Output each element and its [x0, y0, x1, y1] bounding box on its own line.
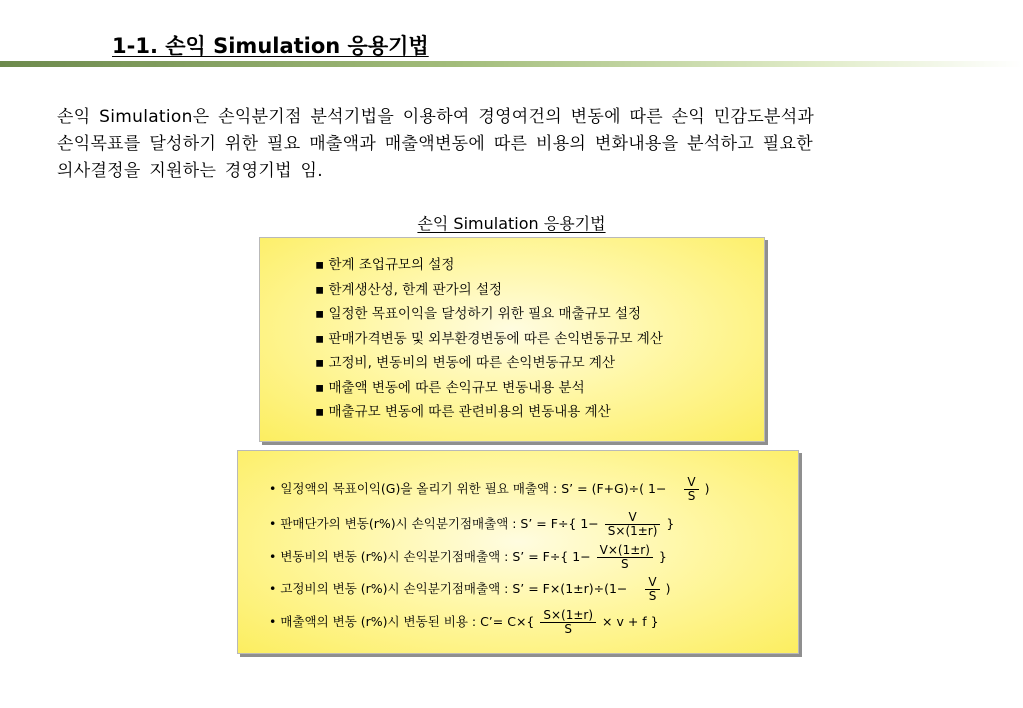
- formula-tail: }: [666, 516, 675, 531]
- fraction-denominator: S×(1±r): [607, 524, 658, 538]
- method-item: ▪ 판매가격변동 및 외부환경변동에 따른 손익변동규모 계산: [315, 330, 663, 347]
- fraction-denominator: S: [564, 622, 572, 636]
- fraction-denominator: S: [687, 489, 696, 503]
- formula-row: [269, 476, 710, 503]
- intro-paragraph: [57, 104, 987, 185]
- formula-fraction: [540, 609, 596, 636]
- fraction-numerator: V×(1±r): [597, 544, 653, 558]
- method-item: ▪ 매출액 변동에 따른 손익규모 변동내용 분석: [315, 379, 585, 396]
- formula-fraction: [645, 576, 659, 603]
- formula-text: • 고정비의 변동 (r%)시 손익분기점매출액 : S’ = F×(1±r)÷(1−: [269, 581, 628, 596]
- method-item: ▪ 매출규모 변동에 따른 관련비용의 변동내용 계산: [315, 404, 611, 420]
- formula-tail: ): [665, 581, 671, 596]
- method-item: ▪ 한계 조업규모의 설정: [315, 257, 455, 273]
- formula-text: • 매출액의 변동 (r%)시 변동된 비용 : C’= C×{: [269, 614, 535, 629]
- intro-line: 손익목표를 달성하기 위한 필요 매출액과 매출액변동에 따른 비용의 변화내용을 분석하고 필요한: [57, 134, 813, 154]
- method-item: ▪ 고정비, 변동비의 변동에 따른 손익변동규모 계산: [315, 355, 616, 371]
- intro-line: 손익 Simulation은 손익분기점 분석기법을 이용하여 경영여건의 변동에 따른 손익 민감도분석과: [57, 107, 815, 127]
- formula-tail: × v + f }: [602, 614, 659, 629]
- formula-fraction: [605, 511, 661, 538]
- fraction-numerator: V: [605, 511, 661, 525]
- intro-line: 의사결정을 지원하는 경영기법 임.: [57, 161, 323, 181]
- methods-box: [259, 237, 765, 442]
- formula-tail: ): [704, 481, 710, 496]
- formula-text: • 판매단가의 변동(r%)시 손익분기점매출액 : S’ = F÷{ 1−: [269, 516, 599, 531]
- fraction-numerator: S×(1±r): [540, 609, 596, 623]
- title-divider: [0, 61, 1023, 67]
- fraction-numerator: V: [684, 476, 698, 490]
- method-item: ▪ 일정한 목표이익을 달성하기 위한 필요 매출규모 설정: [315, 306, 642, 322]
- formula-tail: }: [658, 549, 667, 564]
- formula-row: [269, 576, 671, 603]
- fraction-numerator: V: [645, 576, 659, 590]
- formula-row: [269, 544, 667, 571]
- formula-text: • 일정액의 목표이익(G)을 올리기 위한 필요 매출액 : S’ = (F+G)÷( 1−: [269, 481, 667, 496]
- section-caption: 손익 Simulation 응용기법: [417, 214, 606, 233]
- method-item: ▪ 한계생산성, 한계 판가의 설정: [315, 281, 503, 298]
- methods-list: [315, 255, 663, 427]
- formula-row: [269, 511, 674, 538]
- formula-row: [269, 609, 659, 636]
- formulas-box: [237, 450, 799, 654]
- formula-text: • 변동비의 변동 (r%)시 손익분기점매출액 : S’ = F÷{ 1−: [269, 549, 591, 564]
- formula-fraction: [597, 544, 653, 571]
- formula-fraction: [684, 476, 698, 503]
- page-title: 1-1. 손익 Simulation 응용기법: [112, 34, 429, 58]
- fraction-denominator: S: [648, 589, 657, 603]
- fraction-denominator: S: [620, 557, 629, 571]
